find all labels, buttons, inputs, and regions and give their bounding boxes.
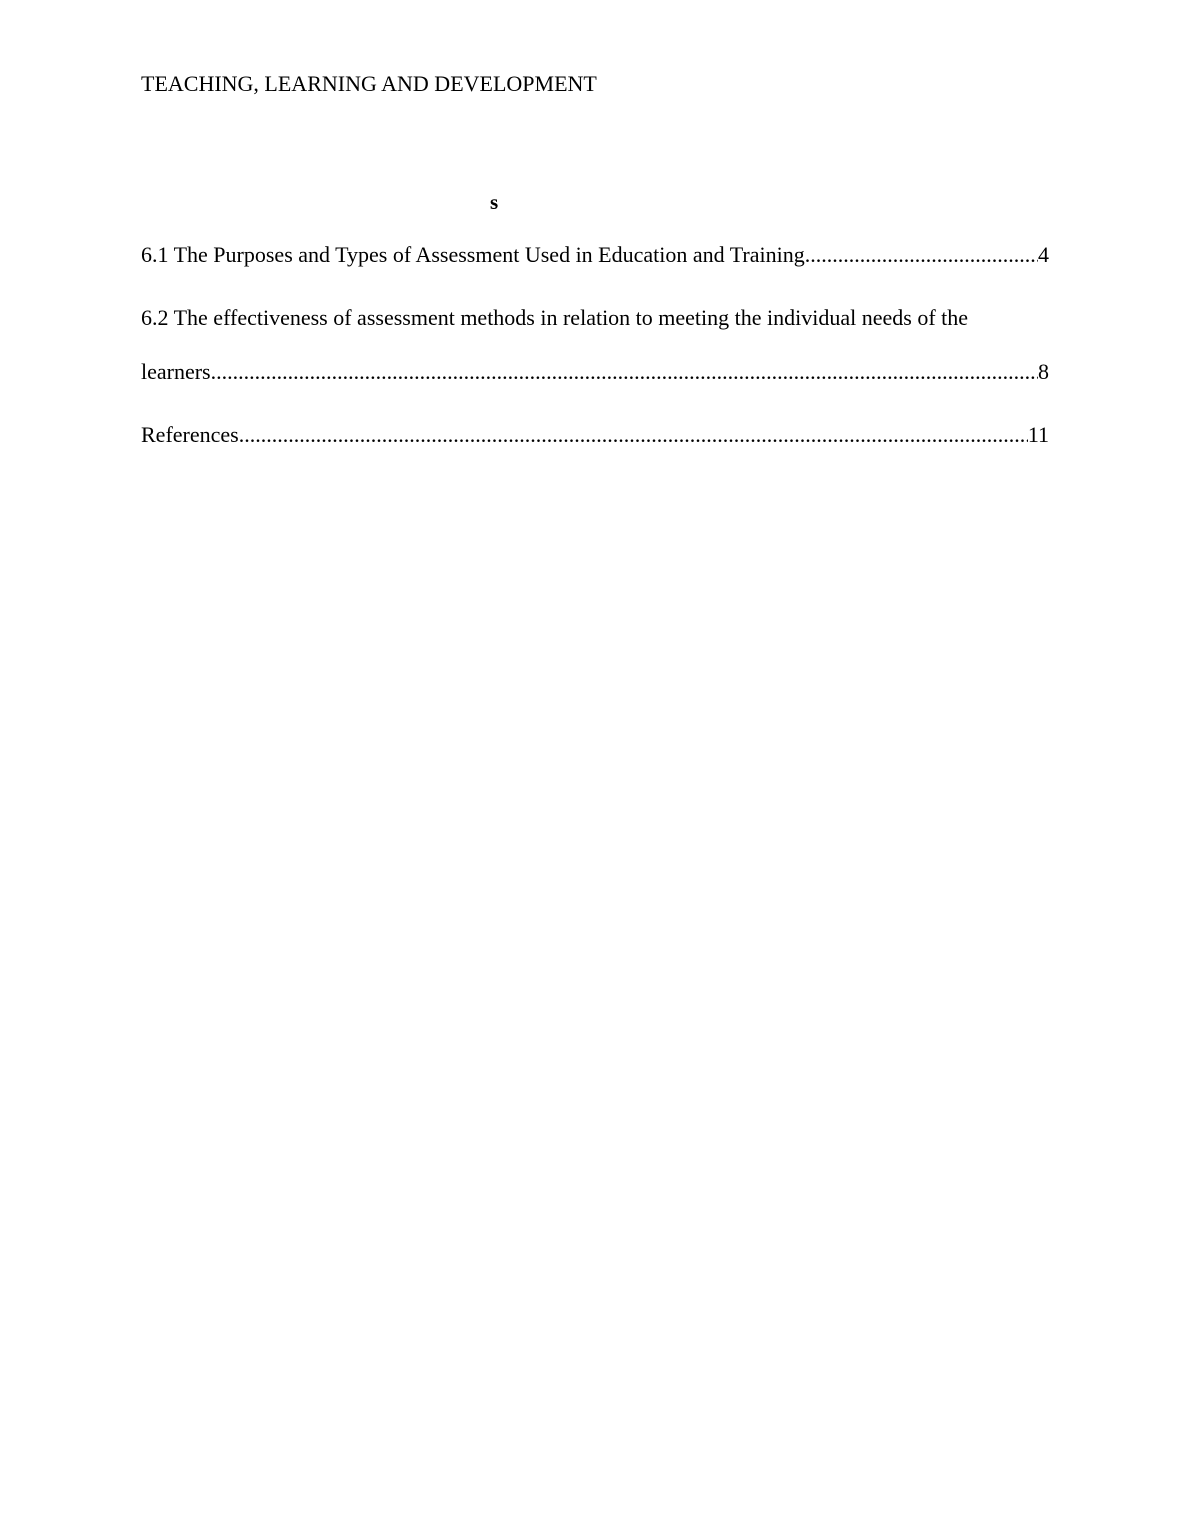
toc-entry-6-2-title-line1[interactable]: 6.2 The effectiveness of assessment methods in relation to meeting the individual needs of the	[141, 305, 969, 330]
toc-entry-6-1[interactable]	[141, 241, 1049, 269]
toc-entry-page-number: 11	[1027, 422, 1049, 447]
toc-entry-page-number: 8	[1038, 359, 1049, 384]
toc-entry-page-number: 4	[1038, 242, 1049, 267]
toc-heading: s	[490, 190, 499, 214]
dot-leader	[805, 241, 1038, 269]
toc-entry-title: 6.1 The Purposes and Types of Assessment Used in Education and Training	[141, 242, 805, 267]
dot-leader	[211, 358, 1038, 386]
toc-entry-title: References	[141, 422, 239, 447]
toc-entry-6-2[interactable]	[141, 358, 1049, 386]
toc-entry-references[interactable]	[141, 421, 1049, 449]
running-head: TEACHING, LEARNING AND DEVELOPMENT	[141, 71, 597, 96]
toc-entry-title: learners	[141, 359, 211, 384]
dot-leader	[239, 421, 1028, 449]
